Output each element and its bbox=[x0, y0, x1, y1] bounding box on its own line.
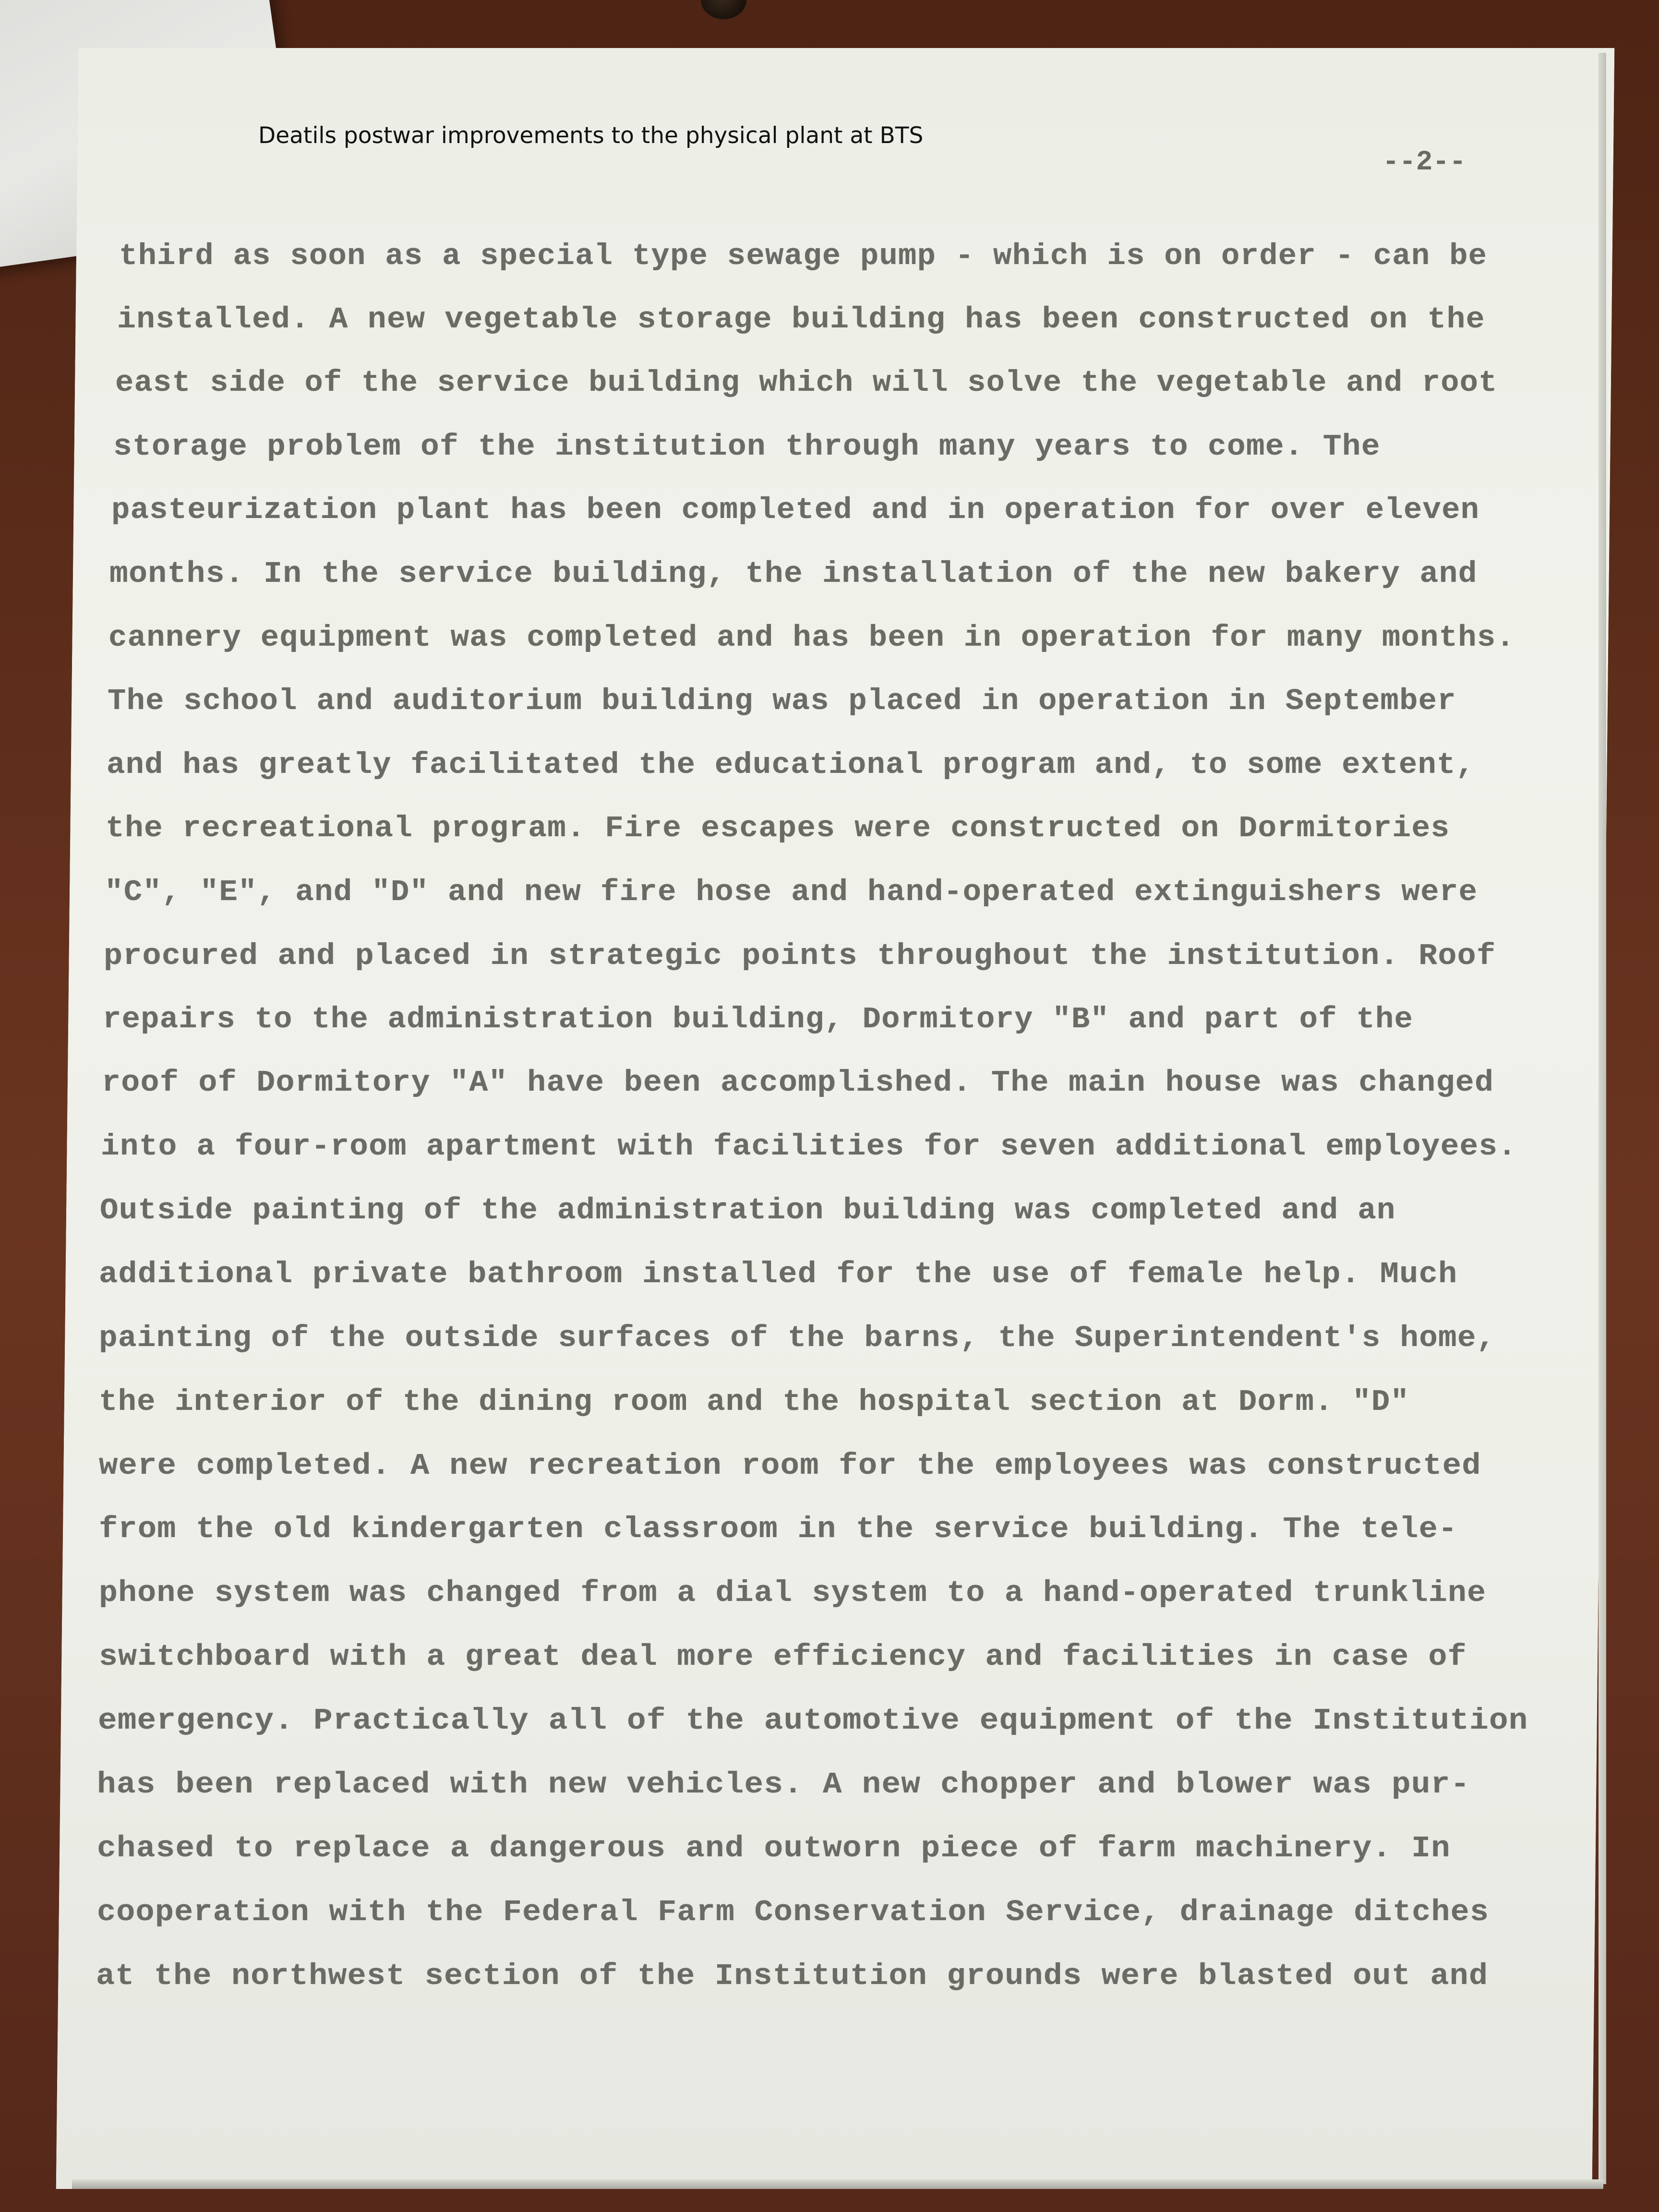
body-line: into a four-room apartment with facilities for seven additional employees. bbox=[101, 1130, 1517, 1164]
body-line: cannery equipment was completed and has been in operation for many months. bbox=[108, 621, 1515, 655]
body-line: Outside painting of the administration building was completed and an bbox=[100, 1193, 1396, 1227]
body-line: phone system was changed from a dial system to a hand-operated trunkline bbox=[99, 1576, 1487, 1610]
body-line: third as soon as a special type sewage pump - which is on order - can be bbox=[119, 239, 1488, 273]
body-line: the recreational program. Fire escapes were constructed on Dormitories bbox=[106, 811, 1450, 845]
body-line: cooperation with the Federal Farm Conservation Service, drainage ditches bbox=[97, 1895, 1490, 1929]
body-line: The school and auditorium building was placed in operation in September bbox=[108, 684, 1456, 718]
body-line: east side of the service building which will solve the vegetable and root bbox=[115, 366, 1498, 400]
body-line: pasteurization plant has been completed and in operation for over eleven bbox=[111, 493, 1480, 527]
body-line: procured and placed in strategic points throughout the institution. Roof bbox=[104, 939, 1496, 973]
body-line: additional private bathroom installed for the use of female help. Much bbox=[99, 1257, 1458, 1291]
body-line: months. In the service building, the installation of the new bakery and bbox=[109, 557, 1478, 591]
body-line: from the old kindergarten classroom in the service building. The tele- bbox=[99, 1512, 1458, 1546]
body-line: switchboard with a great deal more efficiency and facilities in case of bbox=[99, 1640, 1467, 1674]
body-line: repairs to the administration building, Dormitory "B" and part of the bbox=[103, 1002, 1414, 1036]
body-line: the interior of the dining room and the hospital section at Dorm. "D" bbox=[99, 1385, 1410, 1419]
body-line: roof of Dormitory "A" have been accomplished. The main house was changed bbox=[102, 1066, 1494, 1100]
body-line: and has greatly facilitated the educational program and, to some extent, bbox=[107, 748, 1475, 782]
page-number: --2-- bbox=[1382, 147, 1467, 178]
body-line: installed. A new vegetable storage building has been constructed on the bbox=[117, 302, 1485, 337]
body-line: has been replaced with new vehicles. A new chopper and blower was pur- bbox=[97, 1767, 1470, 1802]
body-line: emergency. Practically all of the automotive equipment of the Institution bbox=[98, 1704, 1528, 1738]
body-line: "C", "E", and "D" and new fire hose and hand-operated extinguishers were bbox=[105, 875, 1478, 909]
body-line: at the northwest section of the Institution grounds were blasted out and bbox=[96, 1959, 1489, 1993]
document-caption: Deatils postwar improvements to the physical plant at BTS bbox=[258, 122, 924, 149]
body-line: storage problem of the institution through many years to come. The bbox=[113, 430, 1381, 464]
body-line: painting of the outside surfaces of the barns, the Superintendent's home, bbox=[99, 1321, 1496, 1355]
body-line: were completed. A new recreation room for the employees was constructed bbox=[99, 1449, 1481, 1483]
body-line: chased to replace a dangerous and outworn piece of farm machinery. In bbox=[97, 1831, 1451, 1865]
